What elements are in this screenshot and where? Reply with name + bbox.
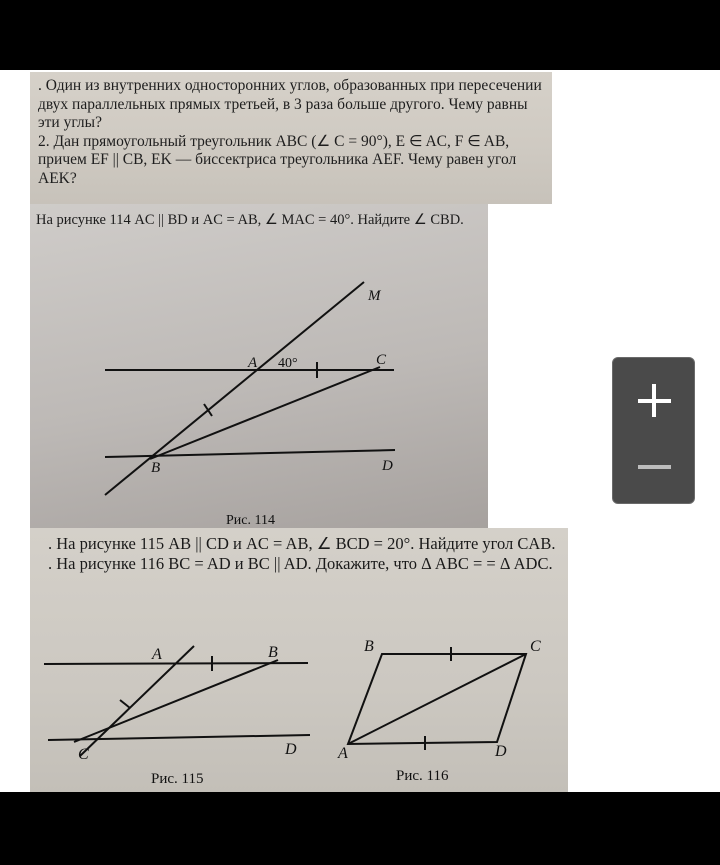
label-C: C	[376, 352, 387, 368]
label-angle-40: 40°	[278, 356, 298, 371]
label-A: A	[152, 646, 162, 663]
label-M: M	[368, 288, 381, 304]
line-BC	[150, 367, 380, 459]
bottom-bar	[0, 792, 720, 865]
zoom-in-button[interactable]	[613, 362, 696, 432]
problem-text: . Один из внутренних односторонних углов, образованных при пересечении двух параллельных прямых третьей, в 3 раза больше другого. Чему равны эти углы?	[38, 77, 542, 131]
problems-text-top	[38, 77, 543, 188]
figure-114-caption: Рис. 114	[226, 513, 275, 528]
zoom-out-button[interactable]	[613, 431, 696, 501]
label-A: A	[248, 355, 258, 371]
label-D: D	[382, 458, 393, 474]
line-CB	[74, 660, 278, 742]
photo-figure-114	[30, 204, 488, 530]
figure-114-diagram	[30, 204, 488, 530]
diagonal-AC	[348, 654, 526, 744]
problem-114-text: На рисунке 114 AC || BD и AC = AB, ∠ MAC = 40°. Найдите ∠ CBD.	[36, 212, 464, 228]
top-bar	[0, 0, 720, 70]
plus-icon-bar	[652, 384, 656, 417]
label-C: C	[78, 746, 89, 763]
label-B: B	[364, 638, 374, 655]
label-D: D	[285, 741, 297, 758]
photo-problems-top	[30, 72, 552, 204]
label-B: B	[268, 644, 278, 661]
photo-figures-115-116	[30, 528, 568, 792]
label-B: B	[151, 460, 161, 476]
figure-116-caption: Рис. 116	[396, 768, 449, 784]
label-D: D	[495, 743, 507, 760]
problem-text: . На рисунке 115 AB || CD и AC = AB, ∠ BCD = 20°. Найдите угол CAB.	[48, 534, 556, 553]
line-BD	[105, 450, 395, 457]
problem-text: 2. Дан прямоугольный треугольник ABC (∠ C = 90°), E ∈ AC, F ∈ AB, причем EF || CB, EK — биссектриса треугольника AEF. Чему равен угол AEK?	[38, 132, 517, 187]
problem-text: . На рисунке 116 BC = AD и BC || AD. Докажите, что Δ ABC = = Δ ADC.	[48, 554, 553, 573]
label-C: C	[530, 638, 541, 655]
figure-115-caption: Рис. 115	[151, 771, 204, 787]
minus-icon	[638, 465, 671, 469]
tick-AB	[204, 404, 212, 416]
zoom-controls	[612, 357, 695, 504]
label-A: A	[338, 745, 348, 762]
tick-AC	[120, 700, 130, 708]
figures-115-116-diagram	[30, 528, 568, 792]
